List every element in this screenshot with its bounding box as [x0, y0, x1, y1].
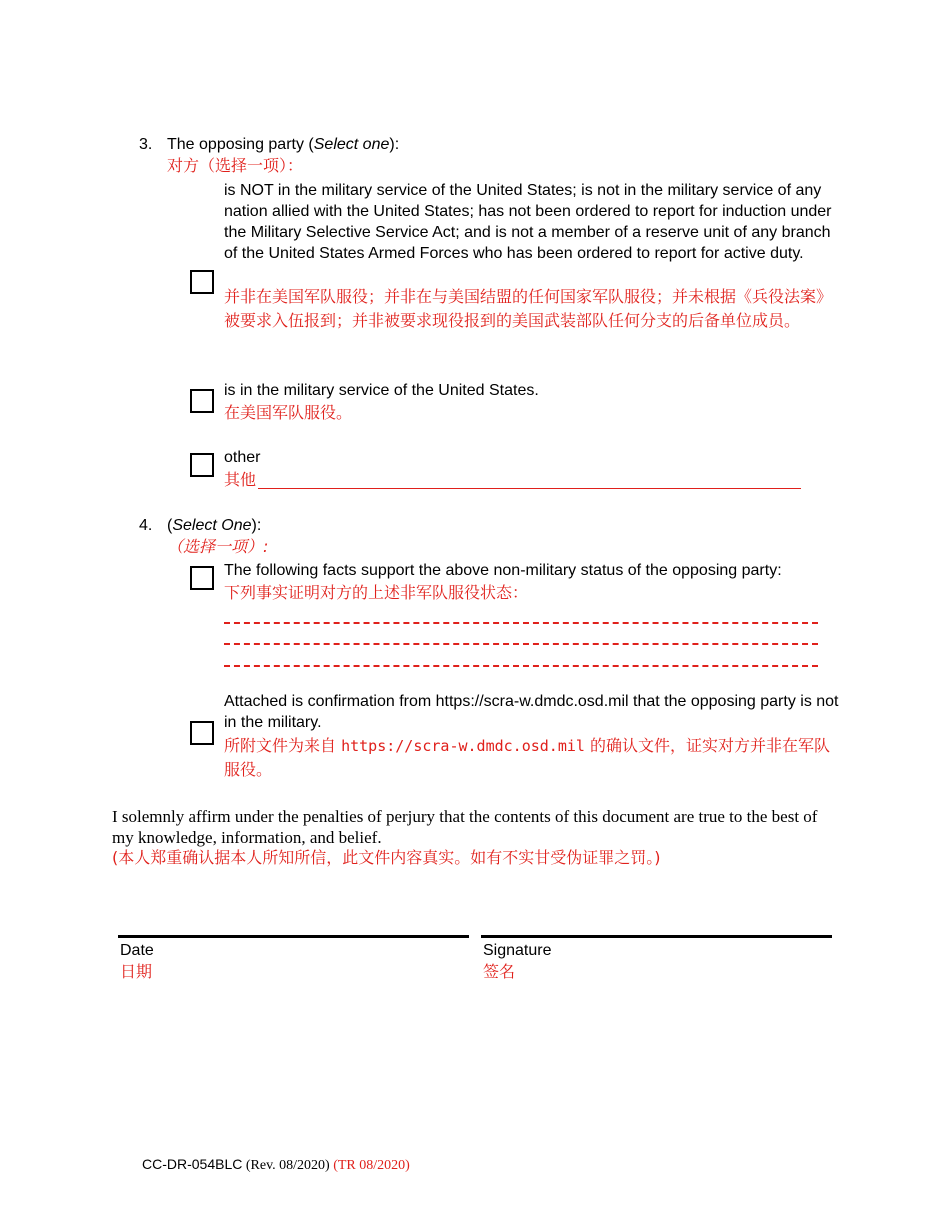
form-rev: (Rev. 08/2020): [242, 1158, 334, 1173]
facts-line-1[interactable]: [224, 622, 818, 624]
affirmation-text-zh: (本人郑重确认据本人所知所信，此文件内容真实。如有不实甘受伪证罪之罚。): [112, 848, 661, 867]
in-military-text-zh: 在美国军队服役。: [224, 403, 353, 422]
date-label: Date: [120, 942, 154, 959]
item4-number: 4.: [139, 517, 153, 534]
other-text-zh: 其他: [224, 470, 257, 489]
facts-line-3[interactable]: [224, 665, 818, 667]
facts-line-2[interactable]: [224, 643, 818, 645]
date-label-zh: 日期: [120, 962, 153, 981]
facts-checkbox[interactable]: [190, 566, 214, 590]
item3-select-one: Select one: [313, 136, 390, 153]
item3-label-zh: 对方（选择一项）：: [167, 156, 304, 175]
other-text: other: [224, 449, 261, 466]
item3-number: 3.: [139, 136, 153, 153]
facts-text: The following facts support the above non-military status of the opposing party:: [224, 562, 782, 579]
attached-text-zh: 所附文件为来自 https://scra-w.dmdc.osd.mil 的确认文件，证实对方并非在军队服役。: [224, 736, 831, 779]
other-input-line[interactable]: [258, 488, 801, 489]
affirmation-text: I solemnly affirm under the penalties of perjury that the contents of this document are true to the best of my knowledge, information, and belief.: [112, 807, 818, 847]
item4-label: (Select One):: [167, 517, 262, 534]
item3-label: The opposing party (Select one):: [167, 136, 400, 153]
form-footer: [142, 1155, 410, 1175]
form-tr: (TR 08/2020): [333, 1158, 410, 1173]
not-military-text: is NOT in the military service of the United States; is not in the military service of any nation allied with the United States; has not been ordered to report for induction under the Military Selective Service Act; and is not a member of a reserve unit of any branch of the United States Armed Forces who has been ordered to report for active duty.: [224, 182, 832, 262]
not-military-checkbox[interactable]: [190, 270, 214, 294]
signature-line[interactable]: [481, 935, 832, 938]
in-military-text: is in the military service of the United States.: [224, 382, 539, 399]
attached-text: Attached is confirmation from https://scra-w.dmdc.osd.mil that the opposing party is not in the military.: [224, 693, 839, 731]
item4-select-one: Select One: [172, 517, 252, 534]
other-checkbox[interactable]: [190, 453, 214, 477]
in-military-checkbox[interactable]: [190, 389, 214, 413]
scra-url-zh: https://scra-w.dmdc.osd.mil: [341, 737, 585, 755]
signature-label: Signature: [483, 942, 552, 959]
attached-checkbox[interactable]: [190, 721, 214, 745]
date-line[interactable]: [118, 935, 469, 938]
facts-text-zh: 下列事实证明对方的上述非军队服役状态：: [224, 583, 529, 602]
not-military-text-zh: 并非在美国军队服役；并非在与美国结盟的任何国家军队服役；并未根据《兵役法案》被要求入伍报到；并非被要求现役报到的美国武装部队任何分支的后备单位成员。: [224, 287, 833, 330]
item4-label-zh: （选择一项）:: [167, 537, 269, 556]
form-code: CC-DR-054BLC: [142, 1156, 243, 1172]
signature-label-zh: 签名: [483, 962, 516, 981]
